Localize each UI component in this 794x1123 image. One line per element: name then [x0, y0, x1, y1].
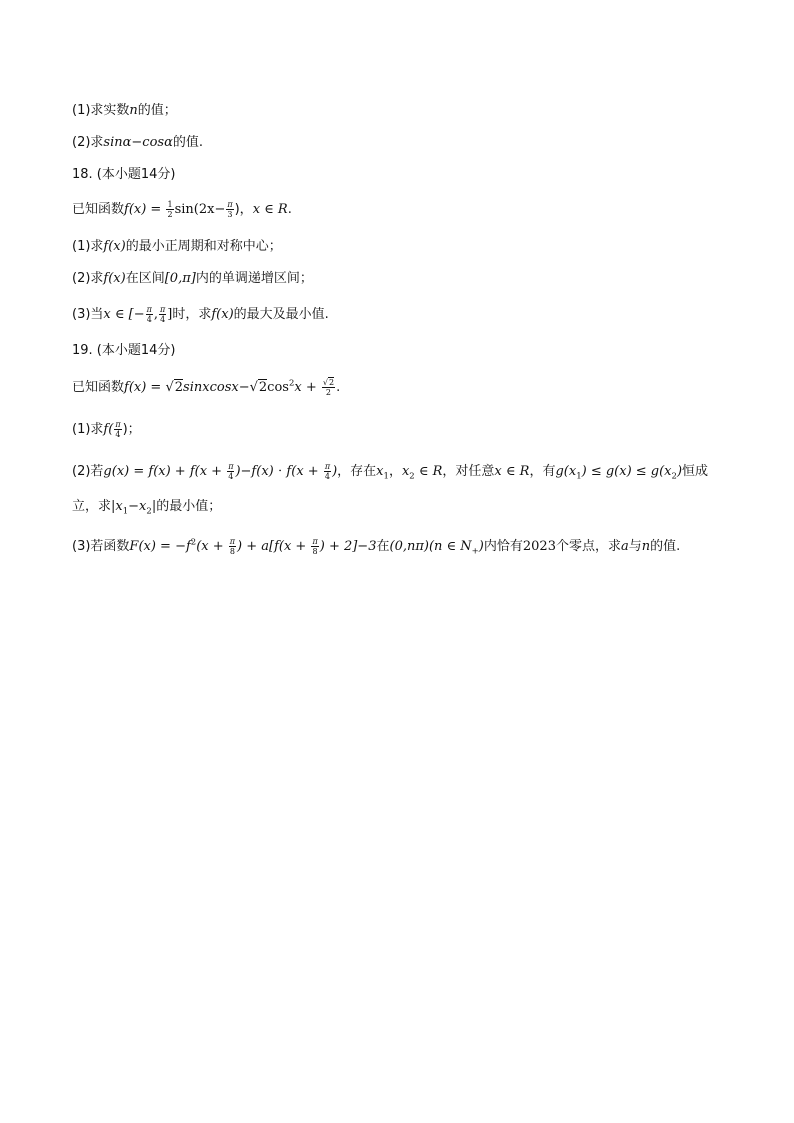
q19-intro: [72, 378, 340, 397]
math-expr: ): [676, 464, 683, 479]
sqrt-2: √2: [322, 378, 335, 387]
text: 的最小正周期和对称中心；: [125, 239, 282, 254]
text: (2)求: [72, 271, 104, 286]
text: 的最小值；: [156, 499, 222, 514]
math-expr: F(x) = −f: [129, 539, 191, 554]
math-expr: sin(2x−: [174, 202, 226, 217]
fraction-pi-4: [159, 305, 166, 324]
q18-part2: [72, 270, 313, 288]
text: .: [336, 380, 341, 395]
text: 内的单调递增区间；: [195, 271, 313, 286]
exponent: 2: [288, 378, 295, 389]
numerator: 1: [167, 200, 173, 209]
numerator: π: [228, 462, 234, 471]
denominator: 4: [160, 315, 166, 324]
sqrt-2: √2: [165, 380, 184, 395]
math-expr: f(x): [103, 271, 126, 286]
subscript: 2: [409, 471, 415, 482]
text: 时，求: [172, 307, 212, 322]
denominator: 4: [115, 430, 121, 439]
text: (2)求: [72, 135, 104, 150]
fraction-pi-4: [324, 462, 331, 481]
math-var: x: [401, 464, 410, 479]
math-expr: |: [151, 499, 157, 514]
radicand: 2: [174, 380, 184, 395]
q18-header: 18. (本小题14分): [72, 167, 176, 182]
text: )，: [234, 202, 253, 217]
math-expr: ): [332, 464, 338, 479]
denominator: 2: [325, 388, 332, 397]
text: (1)求: [72, 239, 104, 254]
denominator: 3: [227, 210, 233, 219]
math-expr: ) + 2]−3: [319, 539, 377, 554]
q18-part3: [72, 305, 329, 324]
text: 已知函数: [72, 202, 125, 217]
number: 2023: [522, 539, 556, 554]
text: 与: [628, 539, 642, 554]
math-expr: f(x) =: [124, 380, 166, 395]
fraction-pi-8: [311, 537, 318, 556]
fraction-pi-8: [229, 537, 236, 556]
fraction-sqrt2-2: [322, 378, 335, 397]
numerator: π: [312, 537, 318, 546]
text: 个零点，求: [555, 539, 621, 554]
math-expr: −x: [128, 499, 147, 514]
math-var: x: [376, 464, 384, 479]
fraction-pi-4: [146, 305, 153, 324]
denominator: 4: [146, 315, 152, 324]
math-expr: sinα−cosα: [103, 135, 173, 150]
text: 的值.: [650, 539, 681, 554]
math-sep: ,: [153, 307, 159, 322]
text: 在区间: [125, 271, 165, 286]
math-expr: [0,π]: [164, 271, 196, 286]
denominator: 2: [167, 210, 173, 219]
text: (3)当: [72, 307, 104, 322]
q19-header: 19. (本小题14分): [72, 343, 176, 358]
math-expr: f(x) =: [124, 202, 166, 217]
text: ，存在: [337, 464, 377, 479]
math-expr: ) + a[f(x +: [237, 539, 311, 554]
text: 在: [376, 539, 390, 554]
math-expr: sinxcosx−: [183, 380, 250, 395]
q19-part2-line1: [72, 462, 708, 481]
subscript: 2: [146, 506, 152, 517]
numerator: π: [115, 420, 121, 429]
text: ，对任意: [442, 464, 495, 479]
exponent: 2: [190, 537, 197, 548]
math-expr: ∈ R: [414, 464, 443, 479]
q18-part1: [72, 238, 282, 256]
radicand: 2: [258, 380, 268, 395]
subscript: 1: [383, 471, 389, 482]
math-var: n: [129, 103, 138, 118]
numerator: π: [227, 200, 233, 209]
math-expr: x ∈ R: [252, 202, 288, 217]
subscript: 1: [122, 506, 129, 517]
numerator: π: [229, 537, 236, 546]
fraction-pi-4: [227, 462, 234, 481]
fraction-pi-3: [226, 200, 233, 219]
text: (1)求实数: [72, 103, 130, 118]
text: (2)若: [72, 464, 104, 479]
text: 恒成: [682, 464, 709, 479]
text: 的值；: [137, 103, 177, 118]
math-func: cos: [267, 380, 289, 395]
text: (1)求: [72, 422, 104, 437]
text: )；: [122, 422, 141, 437]
math-expr: |x: [111, 499, 123, 514]
math-expr: (x +: [196, 539, 228, 554]
sqrt-2: √2: [249, 380, 268, 395]
radicand: 2: [328, 378, 335, 387]
math-expr: ): [478, 539, 484, 554]
q17-part2: [72, 134, 203, 152]
subscript: 2: [671, 471, 677, 482]
math-expr: x ∈ R: [494, 464, 530, 479]
denominator: 4: [324, 472, 330, 481]
text: .: [287, 202, 292, 217]
math-expr: f(x): [211, 307, 234, 322]
text: 立，求: [72, 499, 112, 514]
text: ，: [388, 464, 402, 479]
text: 已知函数: [72, 380, 125, 395]
math-expr: x ∈ [−: [103, 307, 145, 322]
denominator: 8: [229, 547, 235, 556]
text: 内恰有: [483, 539, 523, 554]
denominator: 8: [312, 547, 318, 556]
numerator: π: [146, 305, 152, 314]
q19-part2-line2: [72, 498, 221, 516]
subscript: +: [471, 546, 479, 557]
q17-part1: [72, 102, 177, 120]
fraction-pi-4: [114, 420, 121, 439]
math-expr: f(x): [103, 239, 126, 254]
math-expr: ) ≤ g(x) ≤ g(x: [581, 464, 672, 479]
math-expr: g(x) = f(x) + f(x +: [103, 464, 227, 479]
math-expr: (0,nπ)(n ∈ N: [389, 539, 472, 554]
math-expr: )−f(x) ⋅ f(x +: [235, 464, 323, 479]
q19-part1: [72, 420, 141, 439]
math-sep: ]: [167, 307, 173, 322]
numerator: [322, 378, 335, 388]
text: ，有: [529, 464, 556, 479]
fraction-one-half: [166, 200, 173, 219]
math-expr: g(x: [555, 464, 577, 479]
denominator: 4: [228, 472, 234, 481]
math-var: a: [621, 539, 629, 554]
q18-intro: [72, 200, 292, 219]
math-expr: x +: [294, 380, 321, 395]
text: 的值.: [172, 135, 203, 150]
math-var: n: [641, 539, 651, 554]
subscript: 1: [576, 471, 582, 482]
math-expr: f(: [103, 422, 114, 437]
text: (3)若函数: [72, 539, 130, 554]
q19-part3: [72, 537, 680, 556]
numerator: π: [160, 305, 166, 314]
text: 的最大及最小值.: [233, 307, 329, 322]
numerator: π: [324, 462, 331, 471]
